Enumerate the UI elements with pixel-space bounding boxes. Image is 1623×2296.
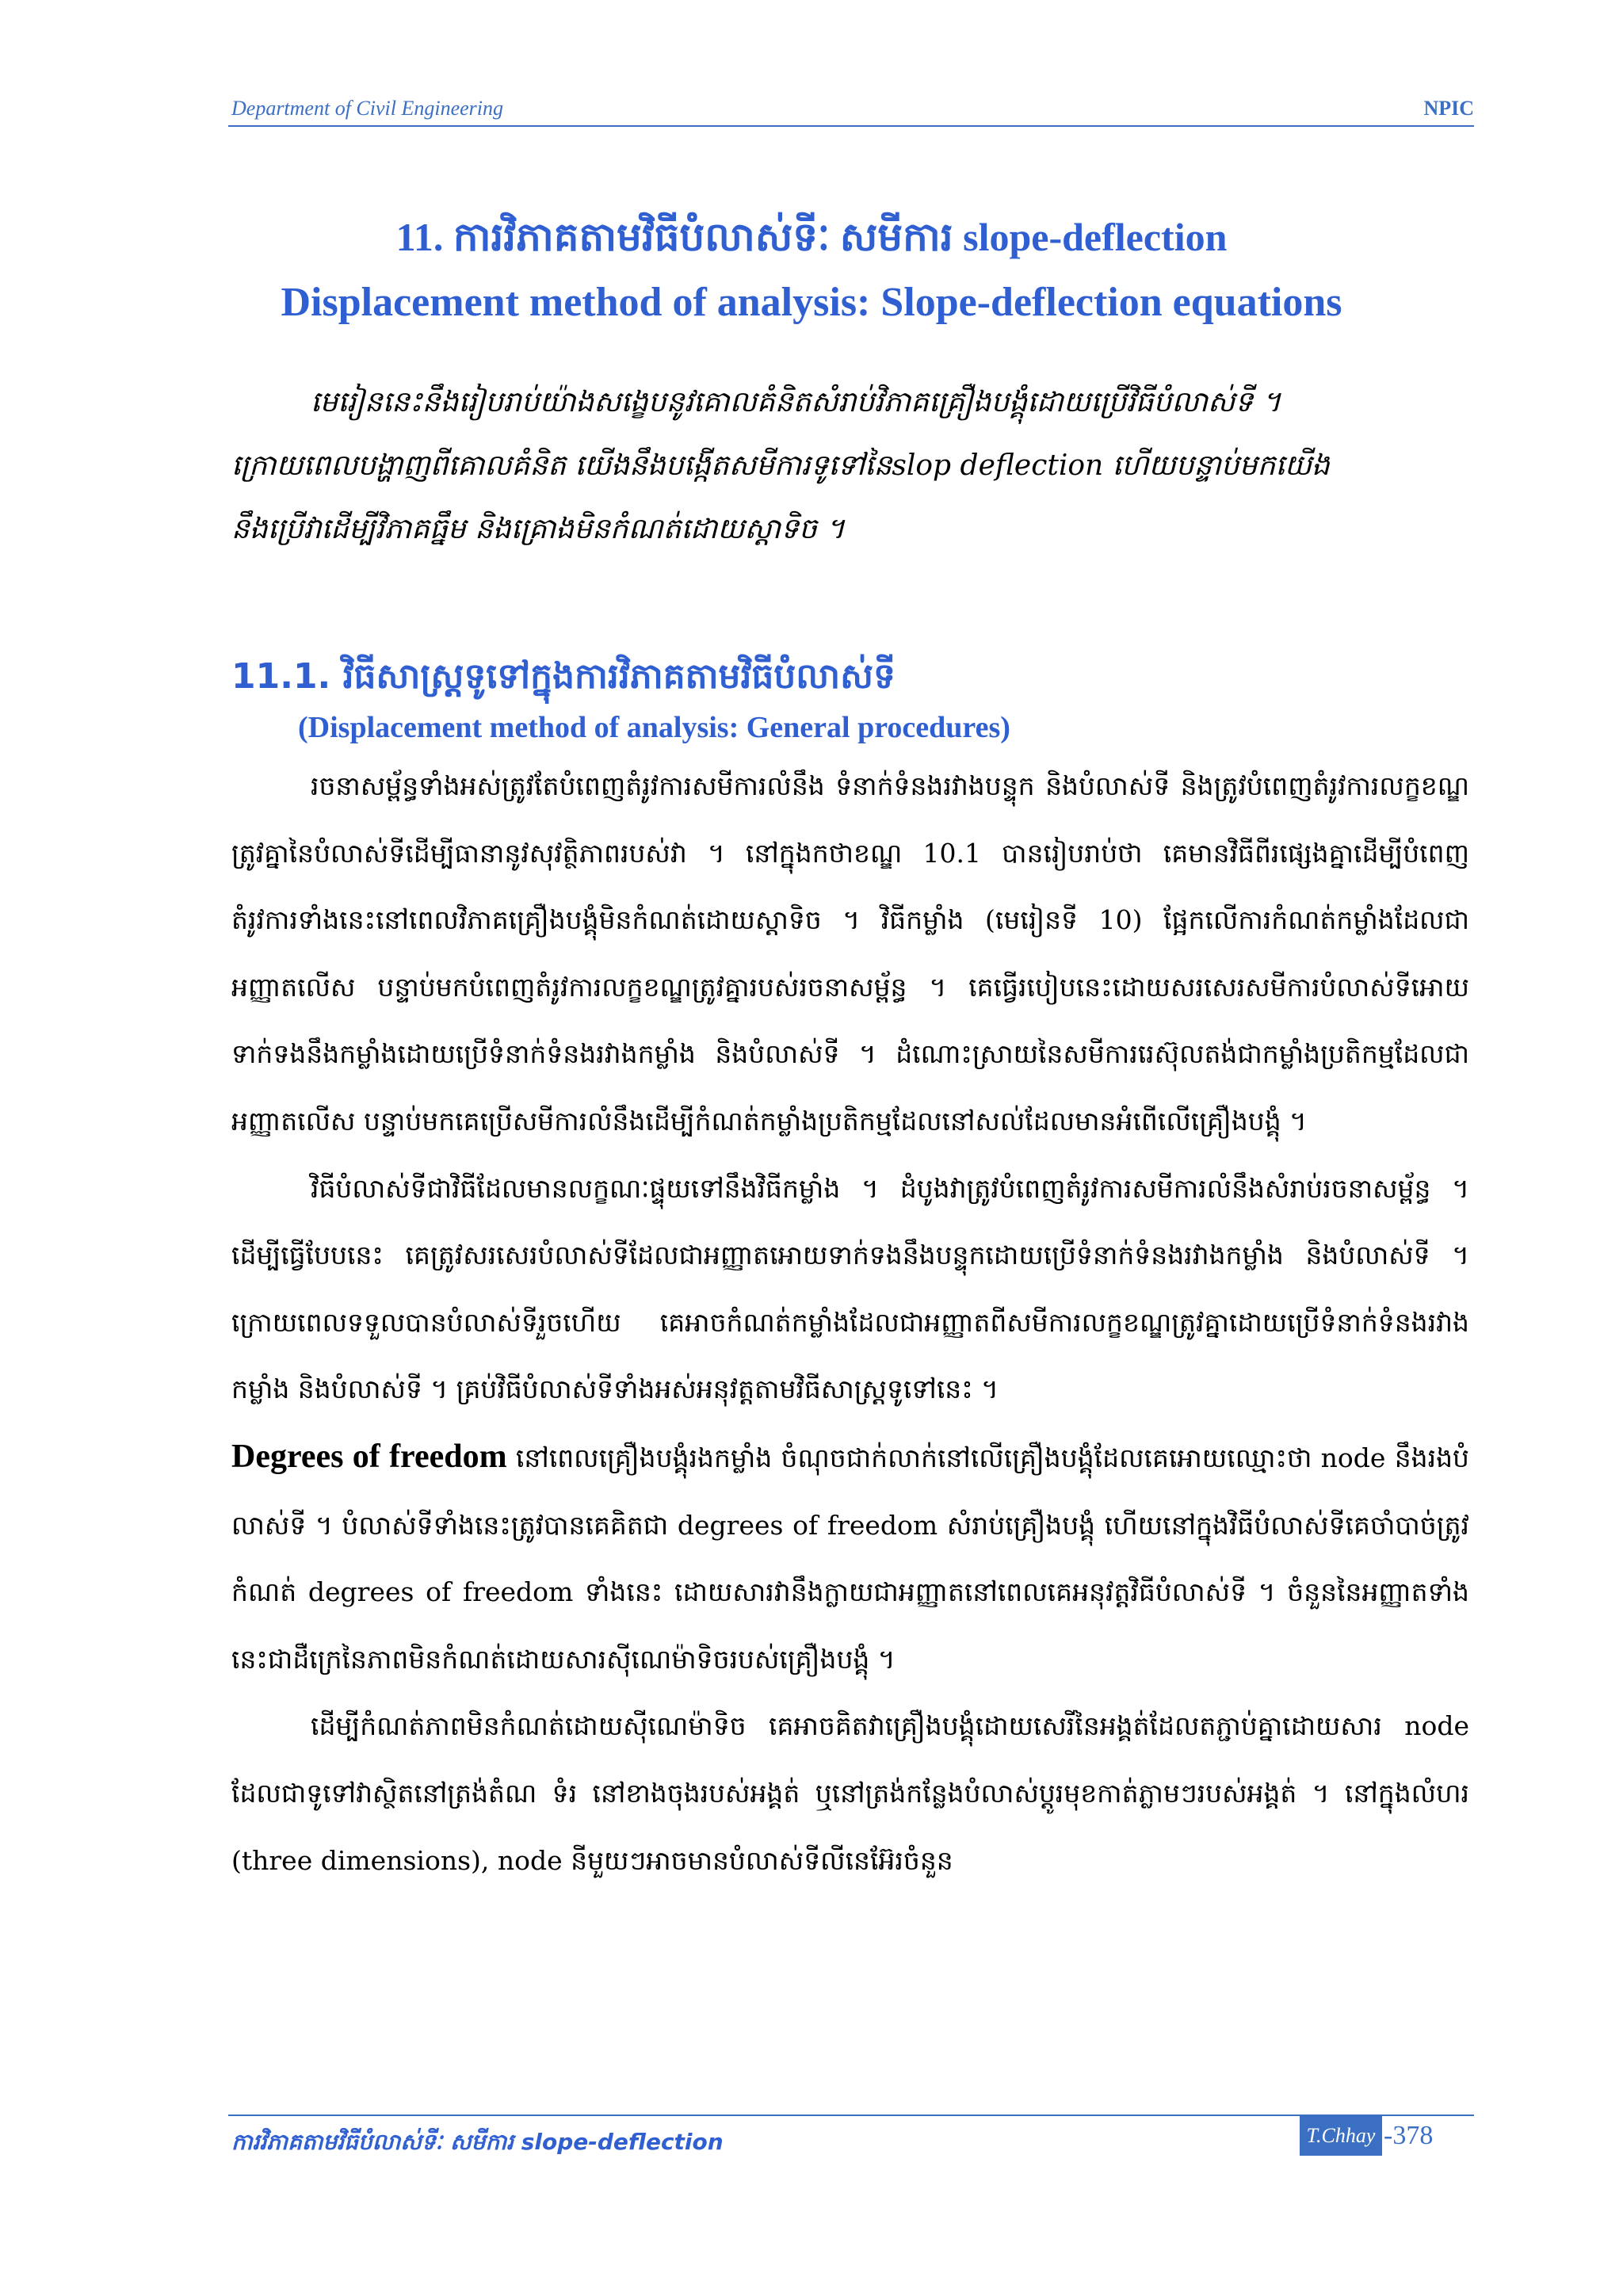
header-institution: NPIC: [1423, 97, 1474, 120]
page-number: -378: [1384, 2121, 1434, 2150]
degrees-of-freedom-term: Degrees of freedom: [231, 1438, 507, 1475]
footer-divider: [228, 2115, 1474, 2116]
footer-chapter-title: ការវិភាគតាមវិធីបំលាស់ទីៈ សមីការ slope-deflection: [231, 2129, 724, 2155]
paragraph-1: រចនាសម្ព័ន្ធទាំងអស់ត្រូវតែបំពេញតំរូវការសមីការលំនឹង ទំនាក់ទំនងរវាងបន្ទុក និងបំលាស់ទី និងត្រូវបំពេញតំរូវការលក្ខខណ្ឌត្រូវគ្នានៃបំលាស់ទីដើម្បីធានានូវសុវត្ថិភាពរបស់វា ។ នៅក្នុងកថាខណ្ឌ 10.1 បានរៀបរាប់ថា គេមានវិធីពីរផ្សេងគ្នាដើម្បីបំពេញតំរូវការទាំងនេះនៅពេលវិភាគគ្រឿងបង្គុំមិនកំណត់ដោយស្តាទិច ។ វិធីកម្លាំង (មេរៀនទី 10) ផ្អែកលើការកំណត់កម្លាំងដែលជាអញ្ញាតលើស បន្ទាប់មកបំពេញតំរូវការលក្ខខណ្ឌត្រូវគ្នារបស់រចនាសម្ព័ន្ធ ។ គេធ្វើរបៀបនេះដោយសរសេរសមីការបំលាស់ទីអោយទាក់ទងនឹងកម្លាំងដោយប្រើទំនាក់ទំនងរវាងកម្លាំង និងបំលាស់ទី ។ ដំណោះស្រាយនៃសមីការរេស៊ុលតង់ជាកម្លាំងប្រតិកម្មដែលជាអញ្ញាតលើស បន្ទាប់មកគេប្រើសមីការលំនឹងដើម្បីកំណត់កម្លាំងប្រតិកម្មដែលនៅសល់ដែលមានអំពើលើគ្រឿងបង្គុំ ។: [231, 770, 1469, 1137]
paragraph-3: [231, 1423, 1469, 1693]
intro-line-3: នឹងប្រើវាដើម្បីវិភាគធ្នឹម និងគ្រោងមិនកំណត់ដោយស្តាទិច ។: [231, 513, 845, 545]
section-heading: 11.1. វិធីសាស្ត្រទូទៅក្នុងការវិភាគតាមវិធីបំលាស់ទី: [231, 656, 896, 697]
section-subheading: (Displacement method of analysis: General procedures): [298, 711, 1010, 744]
intro-line-1: មេរៀននេះនឹងរៀបរាប់យ៉ាងសង្ខេបនូវគោលគំនិតសំរាប់វិភាគគ្រឿងបង្គុំដោយប្រើវិធីបំលាស់ទី ។: [311, 386, 1281, 418]
header-divider: [228, 125, 1474, 127]
author-tag: T.Chhay: [1300, 2116, 1382, 2156]
paragraph-4: ដើម្បីកំណត់ភាពមិនកំណត់ដោយស៊ីណេម៉ាទិច គេអាចគិតវាគ្រឿងបង្គុំដោយសេរីនៃអង្គត់ដែលតភ្ជាប់គ្នាដោយសារ node ដែលជាទូទៅវាស្ថិតនៅត្រង់តំណ ទំរ នៅខាងចុងរបស់អង្គត់ ឬនៅត្រង់កន្លែងបំលាស់ប្តូរមុខកាត់ភ្លាមៗរបស់អង្គត់ ។ នៅក្នុងលំហរ (three dimensions), node នីមួយៗអាចមានបំលាស់ទីលីនេអ៊ែរចំនួន: [231, 1710, 1469, 1876]
intro-line-2: ក្រោយពេលបង្ហាញពីគោលគំនិត យើងនឹងបង្កើតសមីការទូទៅនៃslop deflection ហើយបន្ទាប់មកយើង: [231, 449, 1330, 482]
chapter-title-khmer: 11. ការវិភាគតាមវិធីបំលាស់ទីៈ សមីការ slope-deflection: [395, 215, 1228, 259]
chapter-title-english: Displacement method of analysis: Slope-deflection equations: [281, 280, 1342, 325]
paragraph-3-text: នៅពេលគ្រឿងបង្គុំរងកម្លាំង ចំណុចជាក់លាក់នៅលើគ្រឿងបង្គុំដែលគេអោយឈ្មោះថា node នឹងរងបំលាស់ទី ។ បំលាស់ទីទាំងនេះត្រូវបានគេគិតជា degrees of freedom សំរាប់គ្រឿងបង្គុំ ហើយនៅក្នុងវិធីបំលាស់ទីគេចាំបាច់ត្រូវកំណត់ degrees of freedom ទាំងនេះ ដោយសារវានឹងក្លាយជាអញ្ញាតនៅពេលគេអនុវត្តវិធីបំលាស់ទី ។ ចំនួននៃអញ្ញាតទាំងនេះជាដឺក្រេនៃភាពមិនកំណត់ដោយសារស៊ីណេម៉ាទិចរបស់គ្រឿងបង្គុំ ។: [231, 1442, 1469, 1675]
chapter-intro: [231, 371, 1469, 561]
header-department: Department of Civil Engineering: [231, 97, 504, 120]
paragraph-2: វិធីបំលាស់ទីជាវិធីដែលមានលក្ខណៈផ្ទុយទៅនឹងវិធីកម្លាំង ។ ដំបូងវាត្រូវបំពេញតំរូវការសមីការលំនឹងសំរាប់រចនាសម្ព័ន្ធ ។ ដើម្បីធ្វើបែបនេះ គេត្រូវសរសេរបំលាស់ទីដែលជាអញ្ញាតអោយទាក់ទងនឹងបន្ទុកដោយប្រើទំនាក់ទំនងរវាងកម្លាំង និងបំលាស់ទី ។ ក្រោយពេលទទួលបានបំលាស់ទីរួចហើយ គេអាចកំណត់កម្លាំងដែលជាអញ្ញាតពីសមីការលក្ខខណ្ឌត្រូវគ្នាដោយប្រើទំនាក់ទំនងរវាងកម្លាំង និងបំលាស់ទី ។ គ្រប់វិធីបំលាស់ទីទាំងអស់អនុវត្តតាមវិធីសាស្ត្រទូទៅនេះ ។: [231, 1172, 1469, 1405]
body-text: [231, 753, 1469, 1894]
